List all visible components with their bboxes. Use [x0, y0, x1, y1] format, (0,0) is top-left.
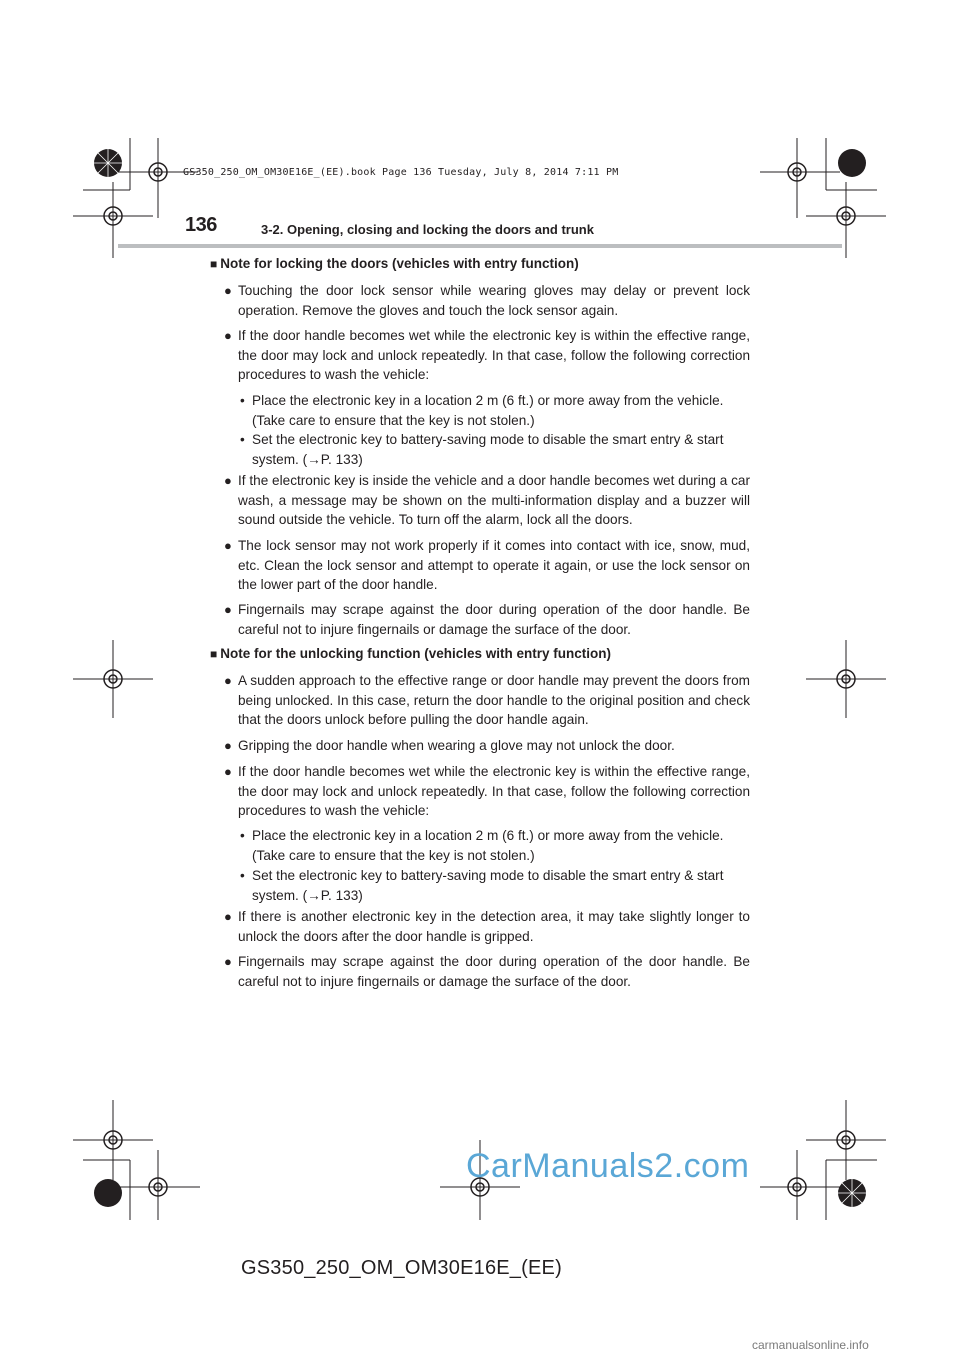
list-item	[224, 907, 750, 946]
page-number: 136	[185, 214, 217, 236]
list-item	[224, 600, 750, 639]
footer-code: GS350_250_OM_OM30E16E_(EE)	[241, 1257, 562, 1279]
circle-bullet-icon: ●	[224, 673, 232, 688]
list-item	[224, 536, 750, 595]
list-item-text: Fingernails may scrape against the door during operation of the door handle. Be careful not to injure fingernails or damage the surface of the door.	[238, 954, 750, 989]
sub-list-item	[240, 391, 760, 430]
list-item	[224, 471, 750, 530]
dot-bullet-icon: •	[240, 432, 245, 447]
circle-bullet-icon: ●	[224, 602, 232, 617]
heading-text: Note for locking the doors (vehicles with entry function)	[220, 256, 579, 271]
circle-bullet-icon: ●	[224, 764, 232, 779]
sub-list-item	[240, 866, 760, 905]
watermark-logo: CarManuals2.com	[466, 1147, 750, 1185]
header-rule	[118, 244, 842, 248]
list-item-text: A sudden approach to the effective range or door handle may prevent the doors from being unlocked. In this case, return the door handle to the original position and check that the doors unlock before pulling the door handle again.	[238, 673, 750, 728]
watermark-bottom: carmanualsonline.info	[752, 1338, 869, 1352]
list-item-text: If the door handle becomes wet while the electronic key is within the effective range, the door may lock and unlock repeatedly. In that case, follow the following correction procedures to wash the vehicle:	[238, 764, 750, 819]
section-title: 3-2. Opening, closing and locking the doors and trunk	[261, 222, 594, 237]
dot-bullet-icon: •	[240, 828, 245, 843]
sub-list-item	[240, 826, 760, 865]
circle-bullet-icon: ●	[224, 283, 232, 298]
list-item	[224, 281, 750, 320]
sub-list-item-text: Place the electronic key in a location 2 m (6 ft.) or more away from the vehicle. (Take care to ensure that the key is not stolen.)	[252, 393, 724, 428]
list-item	[224, 671, 750, 730]
dot-bullet-icon: •	[240, 868, 245, 883]
section-heading-locking	[210, 256, 579, 271]
sub-list-item	[240, 430, 760, 469]
list-item-text: Touching the door lock sensor while wearing gloves may delay or prevent lock operation. Remove the gloves and touch the lock sensor again.	[238, 283, 750, 318]
dot-bullet-icon: •	[240, 393, 245, 408]
heading-text: Note for the unlocking function (vehicles with entry function)	[220, 646, 612, 661]
list-item-text: If the door handle becomes wet while the electronic key is within the effective range, the door may lock and unlock repeatedly. In that case, follow the following correction procedures to wash the vehicle:	[238, 328, 750, 383]
circle-bullet-icon: ●	[224, 538, 232, 553]
sub-list-item-text: Set the electronic key to battery-saving mode to disable the smart entry & start system. (→P. 133)	[252, 868, 724, 903]
list-item	[224, 762, 750, 821]
list-item	[224, 952, 750, 991]
circle-bullet-icon: ●	[224, 954, 232, 969]
sub-list-item-text: Place the electronic key in a location 2 m (6 ft.) or more away from the vehicle. (Take care to ensure that the key is not stolen.)	[252, 828, 724, 863]
circle-bullet-icon: ●	[224, 909, 232, 924]
square-bullet-icon: ■	[210, 647, 218, 661]
square-bullet-icon: ■	[210, 257, 218, 271]
list-item-text: If the electronic key is inside the vehicle and a door handle becomes wet during a car wash, a message may be shown on the multi-information display and a buzzer will sound outside the vehicle. To turn off the alarm, lock all the doors.	[238, 473, 750, 528]
circle-bullet-icon: ●	[224, 473, 232, 488]
circle-bullet-icon: ●	[224, 328, 232, 343]
sub-list-item-text: Set the electronic key to battery-saving mode to disable the smart entry & start system. (→P. 133)	[252, 432, 724, 467]
list-item	[224, 326, 750, 385]
list-item-text: If there is another electronic key in the detection area, it may take slightly longer to unlock the doors after the door handle is gripped.	[238, 909, 750, 944]
list-item-text: Gripping the door handle when wearing a glove may not unlock the door.	[238, 738, 675, 753]
list-item-text: The lock sensor may not work properly if it comes into contact with ice, snow, mud, etc. Clean the lock sensor and attempt to operate it again, or use the lock sensor on the lower part of the door handle.	[238, 538, 750, 593]
book-info-line: GS350_250_OM_OM30E16E_(EE).book Page 136 Tuesday, July 8, 2014 7:11 PM	[183, 167, 619, 178]
list-item	[224, 736, 750, 756]
circle-bullet-icon: ●	[224, 738, 232, 753]
section-heading-unlocking	[210, 646, 611, 661]
list-item-text: Fingernails may scrape against the door during operation of the door handle. Be careful not to injure fingernails or damage the surface of the door.	[238, 602, 750, 637]
